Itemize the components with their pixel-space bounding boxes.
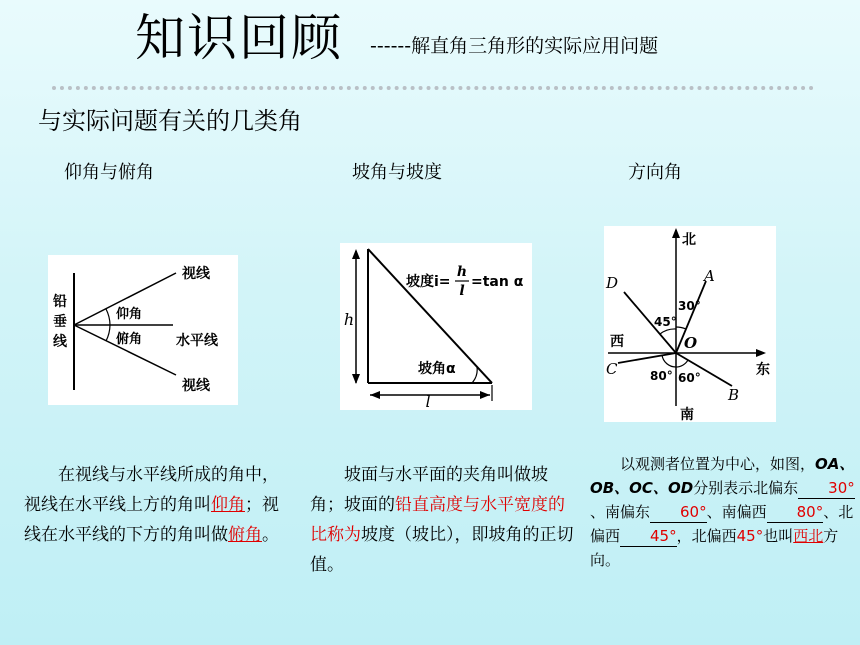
- blank-value-2: 60°: [650, 502, 707, 523]
- angle-30-label: 30°: [678, 299, 701, 313]
- angle-45-label: 45°: [654, 315, 677, 329]
- blank-value-4: 45°: [620, 526, 677, 547]
- slope-explanation: [310, 460, 578, 580]
- label-elevation: 仰角与俯角: [64, 162, 154, 183]
- elevation-text-1: 在视线与水平线所成的角中，视线在水平线上方的角叫: [24, 465, 279, 515]
- east-arrow: [756, 349, 766, 357]
- page-subtitle: ------解直角三角形的实际应用问题: [370, 35, 659, 57]
- west-label: 西: [610, 334, 624, 350]
- slope-diagram: [340, 243, 532, 410]
- northwest-term: 西北: [793, 527, 824, 545]
- slope-angle-label: 坡角α: [418, 361, 456, 377]
- figure-slope: [340, 243, 532, 410]
- arc-45: [660, 329, 676, 334]
- h-arrow-top: [352, 249, 360, 259]
- direction-text-5: 、南偏西: [706, 503, 767, 521]
- label-slope: 坡角与坡度: [352, 162, 442, 183]
- depression-angle-label: 俯角: [116, 332, 143, 347]
- fraction-denominator: l: [459, 283, 465, 299]
- dotted-divider: [52, 86, 814, 90]
- horizontal-line-label: 水平线: [176, 333, 218, 349]
- elevation-diagram: [48, 255, 238, 405]
- point-B-label: B: [728, 386, 740, 404]
- slope-highlight: 铅直高度与水平宽度的比称为: [310, 495, 565, 545]
- section-title: 与实际问题有关的几类角: [38, 107, 302, 135]
- direction-text-9: 方向。: [590, 527, 839, 569]
- east-label: 东: [756, 362, 770, 378]
- fraction-numerator: h: [456, 264, 468, 280]
- point-O-label: O: [684, 334, 698, 352]
- elevation-arc: [106, 309, 110, 325]
- north-arrow: [672, 228, 680, 238]
- direction-text-7: ，北偏西: [676, 527, 737, 545]
- direction-diagram: [604, 226, 776, 422]
- elevation-text-3: 。: [262, 525, 279, 545]
- point-C-label: C: [606, 360, 618, 378]
- direction-text-3: 分别表示北偏东: [693, 479, 799, 497]
- elevation-term: 仰角: [211, 495, 245, 515]
- point-A-label: A: [704, 267, 715, 285]
- arc-80: [662, 355, 676, 367]
- blank-value-1: 30°: [798, 478, 855, 499]
- h-label: h: [343, 310, 355, 329]
- blank-value-5: 45°: [736, 527, 764, 545]
- direction-text-4: 、南偏东: [590, 503, 651, 521]
- vertical-label-1: 铅: [53, 294, 67, 310]
- south-label: 南: [680, 407, 694, 422]
- depression-arc: [106, 325, 110, 341]
- vertical-label-2: 垂: [53, 314, 67, 330]
- sight-line-label-top: 视线: [182, 266, 210, 282]
- depression-term: 俯角: [228, 525, 262, 545]
- blank-value-3: 80°: [767, 502, 824, 523]
- point-D-label: D: [606, 274, 619, 292]
- slope-text-2: 坡度（坡比），即坡角的正切值。: [310, 525, 574, 575]
- h-arrow-bottom: [352, 374, 360, 384]
- label-direction: 方向角: [628, 162, 682, 183]
- direction-text-1: 以观测者位置为中心，如图，: [620, 455, 816, 473]
- north-label: 北: [682, 232, 696, 248]
- tan-label: =tan α: [471, 274, 524, 290]
- direction-explanation: [590, 452, 856, 572]
- angle-80-label: 80°: [650, 369, 673, 383]
- figure-direction: [604, 226, 776, 422]
- elevation-text-2: ；视线在水平线的下方的角叫做: [24, 495, 279, 545]
- arc-30: [676, 327, 686, 329]
- vertical-label-3: 线: [53, 334, 67, 350]
- slope-ratio-label: 坡度i=: [406, 274, 451, 290]
- elevation-explanation: [24, 460, 294, 550]
- elevation-angle-label: 仰角: [116, 307, 143, 322]
- direction-rays: OA、OB、OC、OD: [590, 455, 855, 497]
- ray-OC: [618, 353, 676, 363]
- l-arrow-right: [480, 391, 490, 399]
- l-label: l: [425, 392, 431, 410]
- l-arrow-left: [370, 391, 380, 399]
- figure-elevation-depression: [48, 255, 238, 405]
- slope-text-1: 坡面与水平面的夹角叫做坡角；坡面的: [310, 465, 548, 515]
- direction-text-8: 也叫: [763, 527, 794, 545]
- direction-text-6: 、北偏西: [590, 503, 854, 545]
- arc-60: [676, 360, 688, 367]
- angle-60-label: 60°: [678, 371, 701, 385]
- page-title: 知识回顾: [135, 9, 343, 67]
- slope-angle-arc: [472, 367, 477, 383]
- sight-line-label-bottom: 视线: [182, 378, 210, 394]
